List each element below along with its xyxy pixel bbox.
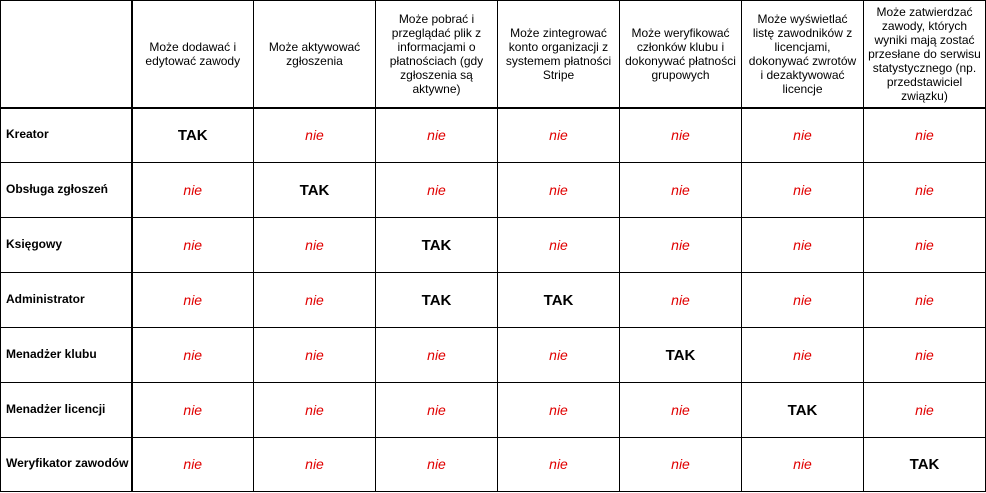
permission-cell: [254, 328, 376, 383]
permission-yes: TAK: [177, 126, 208, 144]
permission-cell: [498, 108, 620, 163]
permission-no: nie: [549, 346, 568, 363]
permission-no: nie: [305, 401, 324, 418]
permission-cell: [864, 163, 986, 218]
permission-cell: [620, 328, 742, 383]
permission-no: nie: [183, 346, 203, 363]
permission-cell: [132, 218, 254, 273]
permission-cell: [254, 383, 376, 438]
column-header-licenses: Może wyświetlać listę zawodników z licencjami, dokonywać zwrotów i dezaktywować licencje: [742, 1, 864, 108]
table-row: [1, 273, 986, 328]
column-header-stripe-integration: Może zintegrować konto organizacji z systemem płatności Stripe: [498, 1, 620, 108]
permission-yes: TAK: [787, 401, 818, 419]
role-label: Obsługa zgłoszeń: [1, 163, 132, 218]
permission-no: nie: [305, 236, 324, 253]
permission-cell: [742, 108, 864, 163]
permission-cell: [376, 218, 498, 273]
permission-cell: [620, 273, 742, 328]
permission-no: nie: [915, 126, 934, 143]
permission-yes: TAK: [421, 291, 452, 309]
permission-cell: [620, 108, 742, 163]
permission-yes: TAK: [909, 456, 940, 473]
permission-no: nie: [793, 126, 812, 143]
permission-no: nie: [793, 181, 812, 198]
permission-cell: [864, 108, 986, 163]
permission-cell: [376, 328, 498, 383]
permission-no: nie: [915, 346, 934, 363]
permission-no: nie: [671, 236, 690, 253]
permission-cell: [376, 108, 498, 163]
permission-cell: [376, 438, 498, 492]
table-row: [1, 383, 986, 438]
permission-cell: [864, 438, 986, 492]
column-header-download-payments-file: Może pobrać i przeglądać plik z informacjami o płatnościach (gdy zgłoszenia są aktywne): [376, 1, 498, 108]
permission-cell: [620, 438, 742, 492]
permission-cell: [620, 383, 742, 438]
permission-no: nie: [793, 346, 812, 363]
permission-cell: [742, 328, 864, 383]
permission-cell: [132, 438, 254, 492]
table-row: [1, 163, 986, 218]
column-header-verify-club-members: Może weryfikować członków klubu i dokonywać płatności grupowych: [620, 1, 742, 108]
permission-cell: [864, 273, 986, 328]
permission-no: nie: [183, 291, 203, 308]
permission-no: nie: [549, 401, 568, 418]
permission-cell: [254, 438, 376, 492]
permission-no: nie: [671, 291, 690, 308]
permission-no: nie: [427, 401, 446, 418]
permission-no: nie: [671, 126, 690, 143]
permission-no: nie: [305, 456, 324, 472]
role-label: Weryfikator zawodów: [1, 438, 132, 492]
permission-no: nie: [427, 346, 446, 363]
permission-cell: [742, 383, 864, 438]
permission-cell: [498, 328, 620, 383]
role-label: Księgowy: [1, 218, 132, 273]
permission-no: nie: [549, 181, 568, 198]
column-header-approve-competitions: Może zatwierdzać zawody, których wyniki mają zostać przesłane do serwisu statystycznego (np. przedstawiciel związku): [864, 1, 986, 108]
permission-yes: TAK: [299, 181, 330, 199]
permission-cell: [254, 273, 376, 328]
permission-no: nie: [305, 291, 324, 308]
permission-cell: [376, 163, 498, 218]
permission-cell: [742, 273, 864, 328]
permission-cell: [864, 328, 986, 383]
permission-cell: [864, 218, 986, 273]
table-row: [1, 438, 986, 492]
permission-no: nie: [305, 346, 324, 363]
permission-cell: [376, 273, 498, 328]
permission-no: nie: [793, 456, 812, 472]
permission-no: nie: [915, 236, 934, 253]
permission-yes: TAK: [665, 346, 696, 364]
table-row: [1, 108, 986, 163]
permission-cell: [620, 163, 742, 218]
permission-no: nie: [671, 181, 690, 198]
permission-cell: [132, 383, 254, 438]
permission-no: nie: [183, 456, 203, 472]
permission-cell: [132, 163, 254, 218]
permission-no: nie: [427, 456, 446, 472]
permission-yes: TAK: [543, 291, 574, 309]
permission-no: nie: [549, 126, 568, 143]
role-label: Kreator: [1, 108, 132, 163]
permission-cell: [498, 218, 620, 273]
permission-cell: [254, 163, 376, 218]
permission-no: nie: [915, 401, 934, 418]
permission-no: nie: [427, 126, 446, 143]
permission-no: nie: [671, 456, 690, 472]
permission-cell: [132, 108, 254, 163]
column-header-activate-entries: Może aktywować zgłoszenia: [254, 1, 376, 108]
permission-no: nie: [427, 181, 446, 198]
permission-no: nie: [793, 236, 812, 253]
role-label: Administrator: [1, 273, 132, 328]
permission-cell: [498, 273, 620, 328]
permission-no: nie: [793, 291, 812, 308]
table-body: [1, 108, 986, 492]
permission-no: nie: [183, 401, 203, 418]
permission-no: nie: [549, 236, 568, 253]
permission-cell: [254, 108, 376, 163]
permission-cell: [620, 218, 742, 273]
permission-cell: [498, 438, 620, 492]
permission-cell: [132, 273, 254, 328]
column-header-add-edit-competitions: Może dodawać i edytować zawody: [132, 1, 254, 108]
permission-cell: [742, 438, 864, 492]
permission-cell: [498, 383, 620, 438]
table-row: [1, 218, 986, 273]
permission-cell: [498, 163, 620, 218]
permission-no: nie: [915, 181, 934, 198]
permission-cell: [132, 328, 254, 383]
permission-cell: [742, 218, 864, 273]
permission-cell: [254, 218, 376, 273]
permission-no: nie: [183, 181, 203, 198]
permission-cell: [376, 383, 498, 438]
role-label: Menadżer klubu: [1, 328, 132, 383]
table-row: [1, 328, 986, 383]
corner-cell: [1, 1, 132, 108]
header-row: [1, 1, 986, 108]
permission-no: nie: [549, 456, 568, 472]
permission-cell: [864, 383, 986, 438]
role-label: Menadżer licencji: [1, 383, 132, 438]
permission-yes: TAK: [421, 236, 452, 254]
permission-no: nie: [915, 291, 934, 308]
permission-no: nie: [305, 126, 324, 143]
permission-no: nie: [183, 236, 203, 253]
permission-no: nie: [671, 401, 690, 418]
permission-cell: [742, 163, 864, 218]
